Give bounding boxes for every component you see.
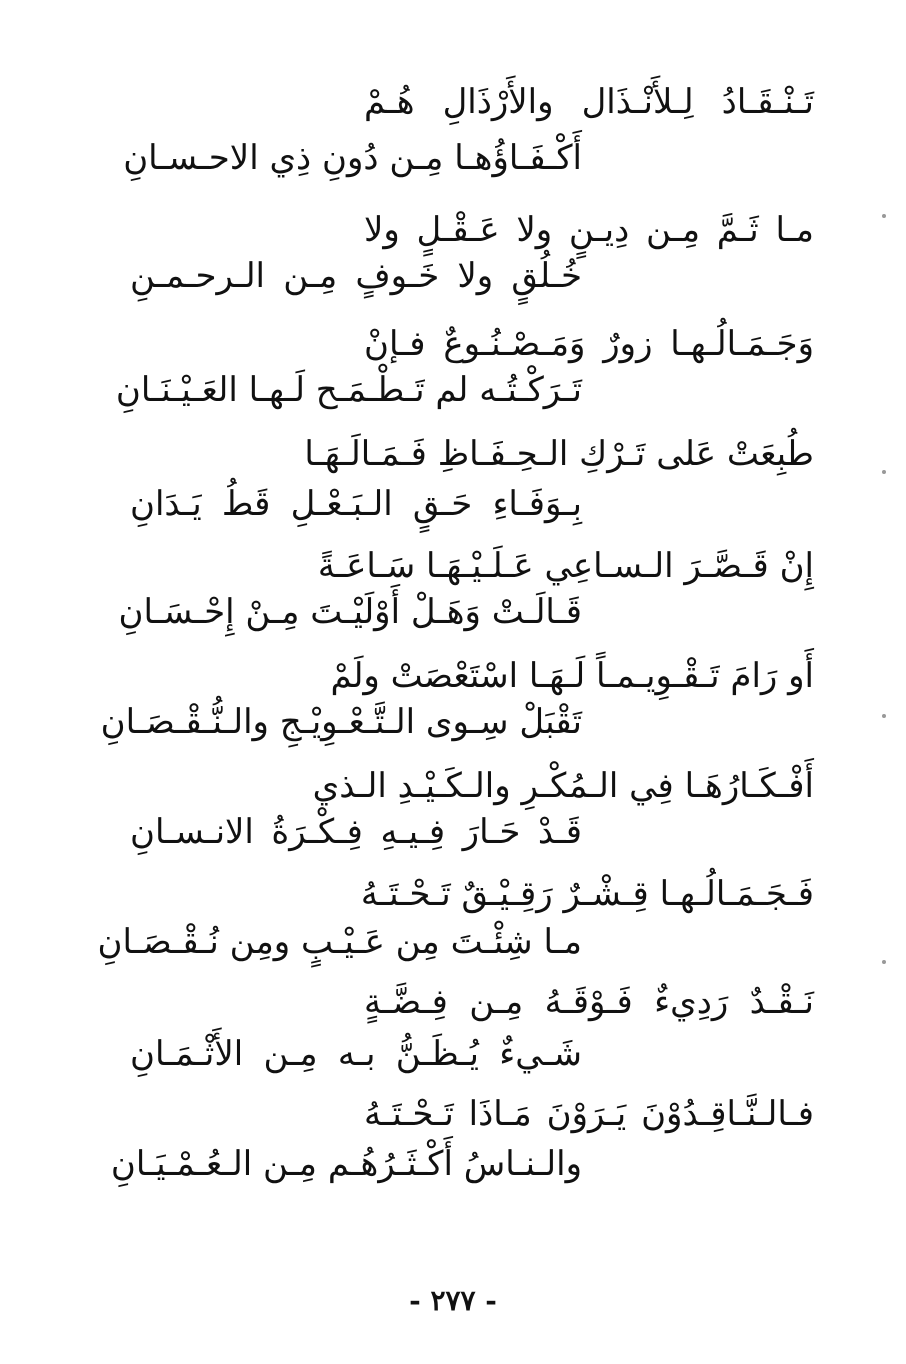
verse-line: فـالـنَّـاقِـدُوْنَ يَـرَوْنَ مَـاذَا تَـحْـتَـهُ — [364, 1094, 814, 1134]
verse-line: تَـرَكْـتُـه لم تَـطْـمَـح لَـهـا العَـيْـنَـانِ — [115, 370, 582, 410]
verse-line: مـا شِئْـتَ مِن عَـيْـبٍ ومِن نُـقْـصَـانِ — [97, 922, 582, 962]
verse-line: طُبِعَتْ عَلى تَـرْكِ الـحِـفَـاظِ فَـمَـالَـهَـا — [304, 434, 814, 474]
verse-line: نَـقْـدٌ رَدِيءٌ فَـوْقَـهُ مِـن فِـضَّـةٍ — [364, 982, 814, 1022]
verse-line: وَجَـمَـالُـهـا زورٌ وَمَـصْـنُـوعٌ فـإنْ — [364, 324, 814, 364]
verse-line: خُـلُقٍ ولا خَـوفٍ مِـن الـرحـمـنِ — [130, 256, 582, 296]
verse-line: قَـالَـتْ وَهَـلْ أَوْلَيْـتَ مِـنْ إِحْـسَـانِ — [118, 592, 582, 632]
scan-speck — [882, 214, 886, 218]
verse-line: أَكْـفَـاؤُهـا مِـن دُونِ ذِي الاحـسـانِ — [123, 138, 582, 178]
verse-line: أَو رَامَ تَـقْـوِيـمـاً لَـهَـا اسْتَعْصَتْ ولَمْ — [330, 656, 814, 696]
verse-line: أَفْـكَـارُهَـا فِي الـمُكْـرِ والـكَـيْـدِ الـذي — [312, 766, 814, 806]
verse-line: تَـنْـقَـادُ لِـلأَنْـذَال والأَرْذَالِ هُـمْ — [364, 82, 814, 122]
verse-line: إِنْ قَـصَّـرَ الـسـاعِي عَـلَـيْـهَـا سَـاعَـةً — [317, 546, 814, 586]
scan-speck — [882, 470, 886, 474]
verse-line: مـا ثَـمَّ مِـن دِيـنٍ ولا عَـقْـلٍ ولا — [364, 210, 814, 250]
verse-line: والـنـاسُ أَكْـثَـرُهُـم مِـن الـعُـمْـيَـانِ — [110, 1144, 582, 1184]
verse-line: بِـوَفَـاءِ حَـقٍ الـبَـعْـلِ قَطُ يَـدَانِ — [130, 484, 582, 524]
verse-line: شَـيءٌ يُـظَـنُّ بـه مِـن الأَثْـمَـانِ — [130, 1034, 582, 1074]
verse-line: تَقْبَلْ سِـوى الـتَّـعْـوِيْـجِ والـنُّـقْـصَـانِ — [100, 702, 582, 742]
page-number: - ٢٧٧ - — [409, 1284, 497, 1317]
verse-line: قَـدْ حَـارَ فِـيـهِ فِـكْـرَةُ الانـسـانِ — [130, 812, 582, 852]
verse-line: فَـجَـمَـالُـهـا قِـشْـرٌ رَقِـيْـقٌ تَـحْـتَـهُ — [360, 874, 814, 914]
scan-speck — [882, 714, 886, 718]
scan-speck — [882, 960, 886, 964]
